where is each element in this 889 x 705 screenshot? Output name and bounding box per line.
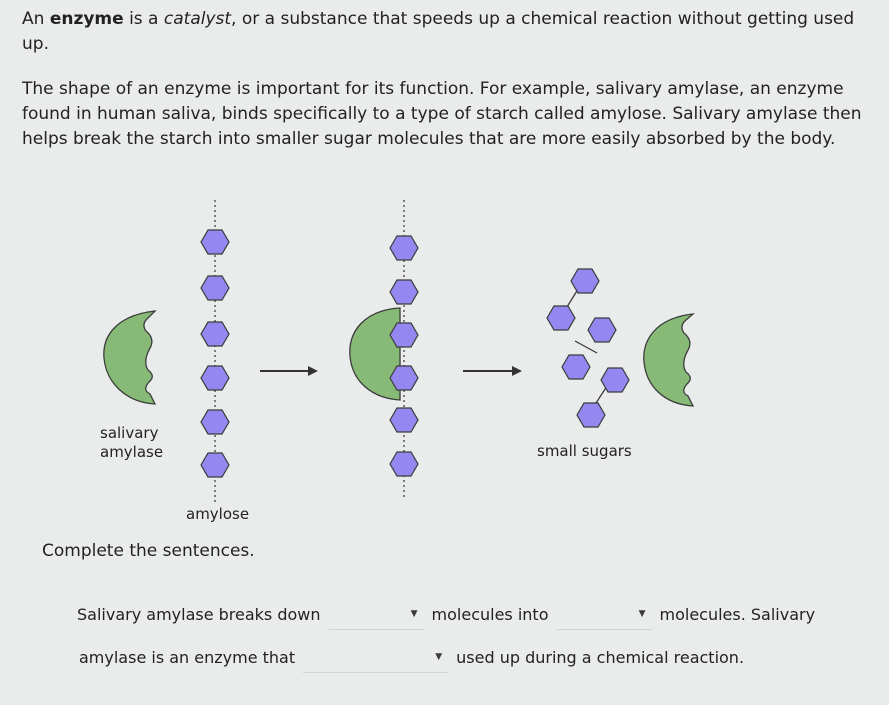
amylose-chain — [201, 200, 229, 505]
intro-text-is-a: is a — [129, 9, 159, 29]
sentence-2-part-a: amylase is an enzyme that — [79, 647, 296, 667]
salivary-amylase-shape — [104, 311, 155, 404]
sentence-2-part-b: used up during a chemical reaction. — [456, 647, 745, 667]
question-prompt: Complete the sentences. — [42, 541, 255, 561]
small-sugars-group — [547, 269, 629, 427]
arrow-icon — [260, 366, 318, 376]
enzyme-diagram — [0, 190, 889, 530]
amylose-label: amylose — [186, 505, 250, 523]
enzyme-label — [100, 424, 163, 462]
bound-amylase-shape — [350, 308, 400, 400]
arrow-icon — [463, 366, 522, 376]
caret-down-icon: ▼ — [435, 651, 443, 662]
sentence-1-part-b: molecules into — [431, 604, 549, 624]
caret-down-icon: ▼ — [638, 608, 646, 619]
caret-down-icon: ▼ — [410, 608, 418, 619]
sentence-1 — [77, 598, 815, 630]
dropdown-3[interactable] — [303, 641, 448, 673]
enzyme-label-line1: salivary — [100, 424, 159, 442]
intro-paragraph-2: The shape of an enzyme is important for its function. For example, salivary amylase, an enzyme found in human saliva, binds specifically to a type of starch called amylose. Salivary amylase then helps break the starch into smaller sugar molecules that are more easily absorbed by the body. — [22, 79, 862, 149]
released-amylase-shape — [644, 314, 693, 406]
intro-text-rest: , or a substance that speeds up a chemical reaction without getting used up. — [22, 9, 855, 54]
sentence-2 — [79, 641, 744, 673]
sentence-1-part-a: Salivary amylase breaks down — [77, 604, 321, 624]
intro-paragraph-1 — [22, 7, 872, 57]
term-enzyme: enzyme — [49, 9, 124, 29]
intro-text-an: An — [22, 9, 45, 29]
enzyme-label-line2: amylase — [100, 443, 164, 461]
small-sugars-label: small sugars — [537, 442, 632, 460]
dropdown-1[interactable] — [329, 598, 424, 630]
sentence-1-part-c: molecules. Salivary — [659, 604, 816, 624]
term-catalyst: catalyst — [163, 9, 232, 29]
dropdown-2[interactable] — [557, 598, 652, 630]
